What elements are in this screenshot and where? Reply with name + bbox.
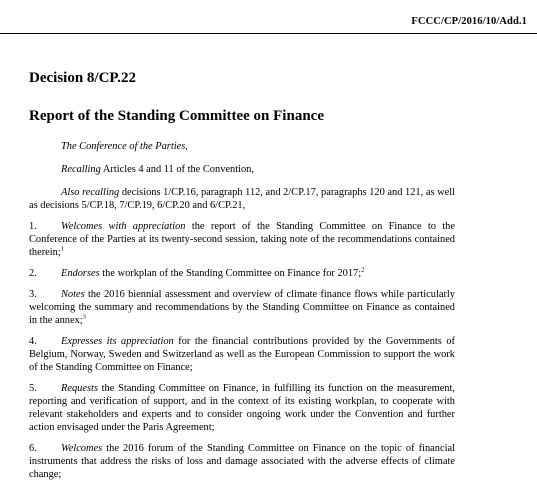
paragraph-number: 6. xyxy=(29,443,37,454)
paragraph-text: the report of the Standing Committee on Finance to the Conference of the Parties at its twenty-second session, taking note of the recommendations contained therein; xyxy=(29,221,455,258)
paragraph-1 xyxy=(29,220,455,259)
paragraph-lead: Endorses xyxy=(61,268,100,279)
paragraph-3 xyxy=(29,288,455,327)
preamble-italic: The Conference of the Parties, xyxy=(61,141,188,152)
report-title: Report of the Standing Committee on Finance xyxy=(29,108,324,124)
preamble-italic: Recalling xyxy=(61,164,101,175)
paragraph-4 xyxy=(29,335,455,374)
preamble-conference xyxy=(29,140,455,153)
preamble-italic: Also recalling xyxy=(61,187,120,198)
paragraph-lead: Welcomes xyxy=(61,443,103,454)
preamble-text: Articles 4 and 11 of the Convention, xyxy=(100,164,254,175)
paragraph-number: 3. xyxy=(29,289,37,300)
decision-body xyxy=(29,140,455,489)
paragraph-2 xyxy=(29,267,455,280)
paragraph-number: 5. xyxy=(29,383,37,394)
preamble-also-recalling xyxy=(29,186,455,212)
paragraph-text: the 2016 forum of the Standing Committee on Finance on the topic of financial instruments that address the risks of loss and damage associated with the adverse effects of climate change; xyxy=(29,443,455,480)
paragraph-lead: Requests xyxy=(61,383,98,394)
header-divider xyxy=(0,33,537,34)
preamble-text: decisions 1/CP.16, paragraph 112, and 2/CP.17, paragraphs 120 and 121, as well as decisions 5/CP.18, 7/CP.19, 6/CP.20 and 6/CP.21, xyxy=(29,187,456,211)
paragraph-number: 1. xyxy=(29,221,37,232)
paragraph-6 xyxy=(29,442,455,481)
document-reference: FCCC/CP/2016/10/Add.1 xyxy=(411,16,527,27)
paragraph-text: the workplan of the Standing Committee on Finance for 2017; xyxy=(99,268,362,279)
paragraph-number: 2. xyxy=(29,268,37,279)
paragraph-lead: Notes xyxy=(61,289,85,300)
preamble-recalling xyxy=(29,163,455,176)
footnote-marker[interactable]: 3 xyxy=(82,313,86,321)
footnote-marker[interactable]: 1 xyxy=(60,245,64,253)
paragraph-lead: Expresses its appreciation xyxy=(61,336,174,347)
decision-title: Decision 8/CP.22 xyxy=(29,70,136,86)
paragraph-text: the 2016 biennial assessment and overview of climate finance flows while particularly welcoming the summary and recommendations by the Standing Committee on Finance as contained in the annex; xyxy=(29,289,455,326)
paragraph-text: the Standing Committee on Finance, in fulfilling its function on the measurement, reporting and verification of support, and in the context of its existing workplan, to cooperate with relevant stakeholders and experts and to consider ongoing work under the Convention and further action envisaged under the Paris Agreement; xyxy=(29,383,455,433)
paragraph-number: 4. xyxy=(29,336,37,347)
footnote-marker[interactable]: 2 xyxy=(361,266,365,274)
paragraph-text: for the financial contributions provided by the Governments of Belgium, Norway, Sweden and Switzerland as well as the European Commission to support the work of the Standing Committee on Finance; xyxy=(29,336,455,373)
paragraph-5 xyxy=(29,382,455,434)
paragraph-lead: Welcomes with appreciation xyxy=(61,221,186,232)
